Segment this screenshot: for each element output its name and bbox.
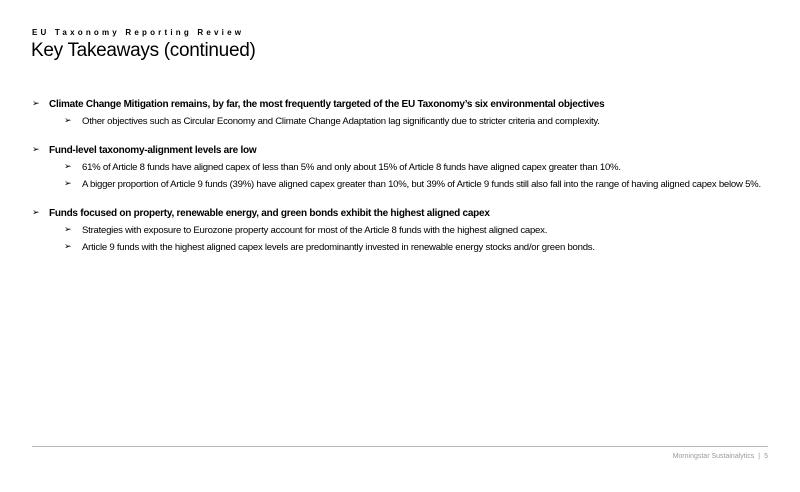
takeaway-point-text: Strategies with exposure to Eurozone property account for most of the Article 8 funds with the highest aligned capex. (82, 225, 548, 236)
takeaway-group (32, 205, 792, 256)
takeaway-point (32, 222, 792, 239)
arrow-bullet-icon: ➢ (64, 179, 72, 189)
takeaway-point (32, 159, 792, 176)
section-kicker: EU Taxonomy Reporting Review (32, 28, 245, 37)
footer-separator: | (758, 453, 761, 460)
footer-brand: Morningstar Sustainalytics (672, 453, 755, 460)
footer (673, 453, 768, 460)
takeaway-point-text: Article 9 funds with the highest aligned capex levels are predominantly invested in renewable energy stocks and/or green bonds. (82, 242, 595, 253)
takeaway-point (32, 239, 792, 256)
takeaway-heading-row (32, 142, 792, 159)
page-number: 5 (764, 453, 768, 460)
takeaway-heading-row (32, 96, 792, 113)
arrow-bullet-icon: ➢ (64, 162, 72, 172)
takeaway-heading: Climate Change Mitigation remains, by far, the most frequently targeted of the EU Taxonomy’s six environmental objectives (49, 99, 605, 110)
takeaway-heading: Fund-level taxonomy-alignment levels are low (49, 145, 257, 156)
takeaway-point (32, 113, 792, 130)
takeaway-point-text: Other objectives such as Circular Economy and Climate Change Adaptation lag significantly due to stricter criteria and complexity. (82, 116, 600, 127)
takeaway-point (32, 176, 792, 193)
takeaway-heading: Funds focused on property, renewable energy, and green bonds exhibit the highest aligned capex (49, 208, 490, 219)
arrow-bullet-icon: ➢ (64, 225, 72, 235)
takeaway-heading-row (32, 205, 792, 222)
arrow-bullet-icon: ➢ (32, 99, 40, 109)
arrow-bullet-icon: ➢ (64, 242, 72, 252)
takeaway-group (32, 142, 792, 193)
arrow-bullet-icon: ➢ (32, 145, 40, 155)
page-title: Key Takeaways (continued) (31, 40, 256, 61)
takeaway-point-text: 61% of Article 8 funds have aligned capex of less than 5% and only about 15% of Article 8 funds have aligned capex greater than 10%. (82, 162, 621, 173)
takeaway-group (32, 96, 792, 130)
footer-divider (32, 446, 768, 447)
arrow-bullet-icon: ➢ (32, 208, 40, 218)
arrow-bullet-icon: ➢ (64, 116, 72, 126)
takeaways-list (32, 96, 792, 268)
takeaway-point-text: A bigger proportion of Article 9 funds (39%) have aligned capex greater than 10%, but 39% of Article 9 funds still also fall into the range of having aligned capex below 5%. (82, 179, 761, 190)
